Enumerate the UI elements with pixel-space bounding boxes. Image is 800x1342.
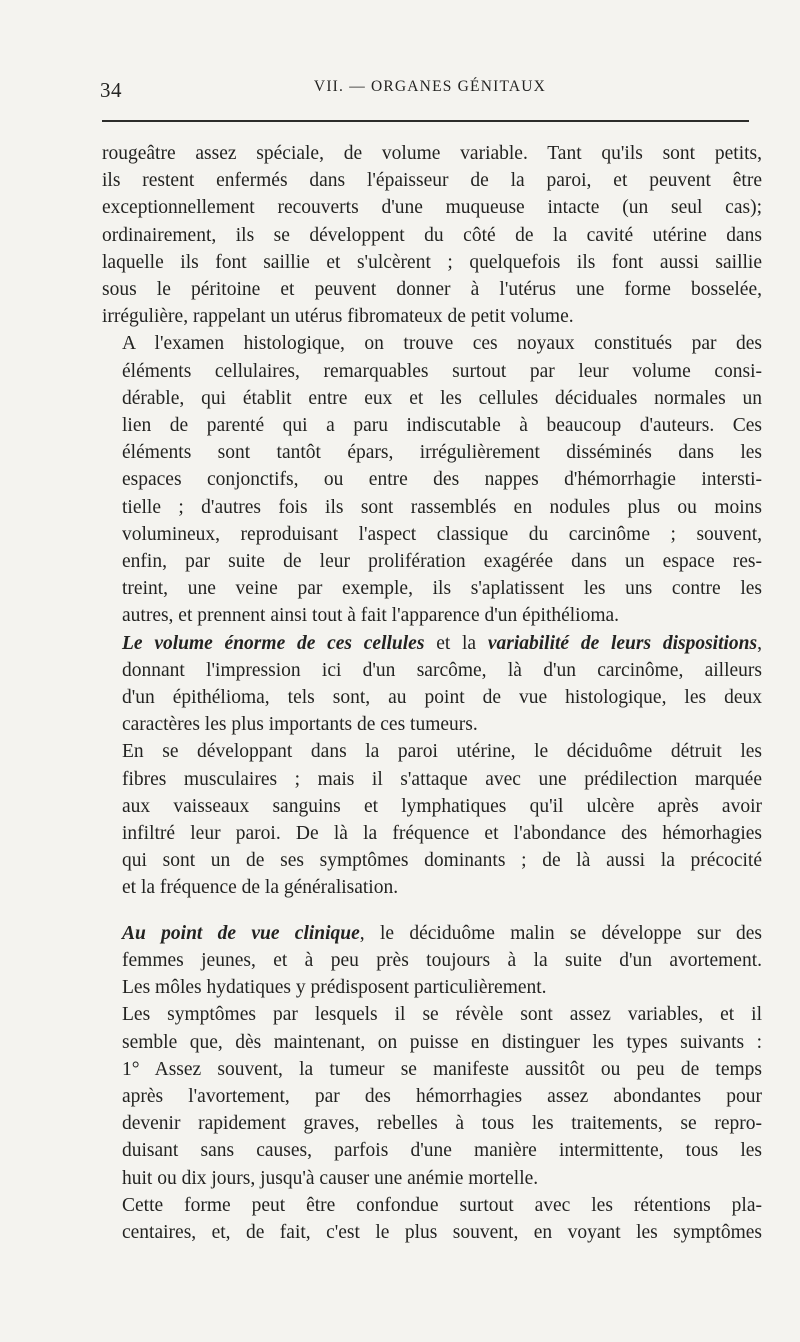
text-line: autres, et prennent ainsi tout à fait l'apparence d'un épithélioma.	[122, 605, 620, 627]
text-line: 1° Assez souvent, la tumeur se manifeste aussitôt ou peu de temps	[122, 1058, 762, 1080]
running-head: VII. — ORGANES GÉNITAUX	[313, 78, 547, 95]
text-line: Les môles hydatiques y prédisposent particulièrement.	[122, 977, 547, 999]
text-line: En se développant dans la paroi utérine, le déciduôme détruit les	[122, 741, 762, 763]
text-line: volumineux, reproduisant l'aspect classique du carcinôme ; souvent,	[122, 523, 762, 545]
text-line: devenir rapidement graves, rebelles à tous les traitements, se repro-	[122, 1113, 762, 1135]
page-header	[100, 78, 750, 102]
text-line: caractères les plus importants de ces tumeurs.	[122, 714, 478, 736]
paragraph-4	[102, 738, 762, 901]
text-line: éléments cellulaires, remarquables surtout par leur volume consi-	[122, 360, 762, 382]
text-line: fibres musculaires ; mais il s'attaque avec une prédilection marquée	[122, 768, 762, 790]
body-text	[102, 140, 762, 1246]
text-line: lien de parenté qui a paru indiscutable à beaucoup d'auteurs. Ces	[122, 415, 762, 437]
text-line: aux vaisseaux sanguins et lymphatiques qu'il ulcère après avoir	[122, 795, 762, 817]
text-line: ils restent enfermés dans l'épaisseur de la paroi, et peuvent être	[102, 170, 762, 192]
text-line: semble que, dès maintenant, on puisse en distinguer les types suivants :	[122, 1031, 762, 1053]
paragraph-1	[102, 140, 762, 330]
text-line: femmes jeunes, et à peu près toujours à la suite d'un avortement.	[122, 949, 762, 971]
paragraph-5	[102, 920, 762, 1002]
emphasis-text: Au point de vue clinique	[122, 922, 360, 944]
text-run: et la	[424, 632, 488, 654]
text-line: treint, une veine par exemple, ils s'aplatissent les uns contre les	[122, 578, 762, 600]
header-rule	[102, 120, 749, 122]
text-line: ordinairement, ils se développent du côté de la cavité utérine dans	[102, 224, 762, 246]
text-line	[102, 920, 762, 947]
text-line: après l'avortement, par des hémorrhagies assez abondantes pour	[122, 1085, 762, 1107]
text-line: enfin, par suite de leur prolifération exagérée dans un espace res-	[122, 551, 762, 573]
text-run: , le déciduôme malin se développe sur des	[359, 922, 762, 944]
text-line: espaces conjonctifs, ou entre des nappes d'hémorrhagie intersti-	[122, 469, 762, 491]
text-line: laquelle ils font saillie et s'ulcèrent ; quelquefois ils font aussi saillie	[102, 251, 762, 273]
text-line: éléments sont tantôt épars, irrégulièrement disséminés dans les	[122, 442, 762, 464]
emphasis-text: Le volume énorme de ces cellules	[122, 632, 425, 654]
text-line: infiltré leur paroi. De là la fréquence et l'abondance des hémorhagies	[122, 823, 762, 845]
text-line: tielle ; d'autres fois ils sont rassemblés en nodules plus ou moins	[122, 496, 762, 518]
text-line: centaires, et, de fait, c'est le plus souvent, en voyant les symptômes	[122, 1221, 762, 1243]
text-line: d'un épithélioma, tels sont, au point de vue histologique, les deux	[122, 687, 762, 709]
paragraph-3	[102, 630, 762, 739]
text-line: rougeâtre assez spéciale, de volume variable. Tant qu'ils sont petits,	[102, 143, 762, 164]
text-line: huit ou dix jours, jusqu'à causer une anémie mortelle.	[122, 1167, 539, 1189]
text-line: A l'examen histologique, on trouve ces noyaux constitués par des	[122, 333, 762, 355]
text-line: sous le péritoine et peuvent donner à l'utérus une forme bosselée,	[102, 279, 762, 301]
text-line: Les symptômes par lesquels il se révèle sont assez variables, et il	[122, 1004, 762, 1026]
paragraph-6	[102, 1001, 762, 1055]
text-line: et la fréquence de la généralisation.	[122, 877, 399, 899]
text-run: ,	[757, 632, 762, 654]
text-line: qui sont un de ses symptômes dominants ; de là aussi la précocité	[122, 850, 762, 872]
text-line: exceptionnellement recouverts d'une muqueuse intacte (un seul cas);	[102, 197, 762, 219]
emphasis-text: variabilité de leurs dispositions	[487, 632, 758, 654]
paragraph-8	[102, 1192, 762, 1246]
paragraph-2	[102, 330, 762, 629]
text-line: dérable, qui établit entre eux et les cellules déciduales normales un	[122, 387, 762, 409]
text-line: donnant l'impression ici d'un sarcôme, là d'un carcinôme, ailleurs	[122, 659, 762, 681]
paragraph-7	[102, 1056, 762, 1192]
text-line	[102, 630, 762, 657]
text-line: irrégulière, rappelant un utérus fibromateux de petit volume.	[102, 306, 574, 328]
text-line: duisant sans causes, parfois d'une manière intermittente, tous les	[122, 1140, 762, 1162]
page-number: 34	[100, 78, 122, 102]
text-line: Cette forme peut être confondue surtout avec les rétentions pla-	[122, 1194, 762, 1216]
